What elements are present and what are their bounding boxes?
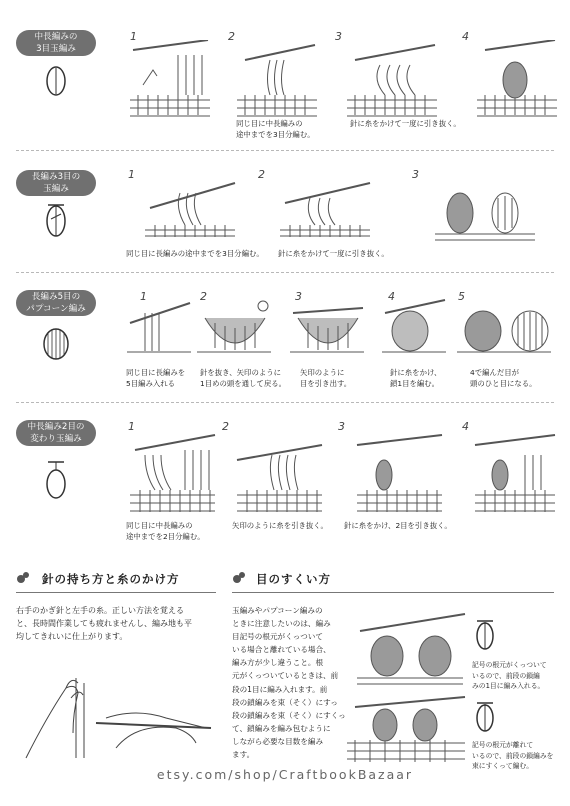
step-caption: 矢印のように糸を引き抜く。 [232,521,328,530]
step-number: 5 [458,290,465,303]
treble-bobble-symbol-icon [42,200,70,240]
step-number: 3 [338,420,345,433]
step-caption: 同じ目に中長編みの 途中までを3目分編む。 [236,119,315,139]
popcorn-symbol-icon [40,326,72,362]
step-illustration [125,298,195,360]
pickup-note: 記号の根元が離れて いるので、前段の鎖編みを 束にすくって編む。 [472,741,554,770]
pickup-section-text: 玉編みやパプコーン編みの ときに注意したいのは、編み 目記号の根元がくっついて いる場合と離れている場合、 編み方が少し違うこと。根 元がくっついているときは、前 段の1目に編み入れます。前 段の鎖編みを束（そく）にすっ 段の鎖編みを束（そく）にすくっ て、鎖編みを編み包むように しながら必要な目数を編み ます。 [232,606,346,760]
step-illustration [128,40,213,120]
section-label-text: 中長編み2目の 変わり玉編み [27,422,85,444]
hook-section-title: 針の持ち方と糸のかけ方 [42,572,180,586]
section-label-hdc-3-bobble [16,30,96,56]
step-illustration [275,178,375,238]
step-illustration [345,40,440,120]
step-illustration [140,178,240,238]
step-number: 2 [222,420,229,433]
section-divider [16,402,554,403]
step-number: 4 [462,420,469,433]
step-illustration [235,40,320,120]
step-illustration [475,40,560,120]
section-label-tr-3-bobble [16,170,96,196]
section-title-underline [232,592,554,593]
step-illustration [380,298,450,360]
variant-bobble-symbol-icon [42,458,70,502]
bobble-joined-symbol-icon [474,618,496,652]
step-number: 1 [130,30,137,43]
step-illustration [195,298,275,360]
step-illustration [288,298,368,360]
step-caption: 針に糸をかけて一度に引き抜く。 [350,119,461,128]
step-number: 1 [128,168,135,181]
step-illustration [352,430,447,515]
step-number: 4 [462,30,469,43]
hands-holding-hook-illustration [16,668,216,763]
step-illustration [125,430,220,515]
step-number: 1 [140,290,147,303]
pickup-note: 記号の根元がくっついて いるので、前段の鎖編 みの1目に編み入れる。 [472,661,547,690]
section-title-underline [16,592,216,593]
section-divider [16,150,554,151]
step-caption: 4で編んだ目が 頭のひと目になる。 [470,368,537,388]
step-number: 3 [335,30,342,43]
section-label-text: 中長編みの 3目玉編み [34,32,78,54]
step-caption: 針に糸をかけ、2目を引き抜く。 [344,521,452,530]
section-label-text: 長編み5目の パプコーン編み [26,292,86,314]
yarn-ball-icon [16,570,30,584]
step-caption: 針に糸をかけて一度に引き抜く。 [278,249,389,258]
stitch-into-space-illustration [345,695,467,765]
step-caption: 針を抜き、矢印のように 1目めの頭を通して戻る。 [200,368,287,388]
step-number: 2 [200,290,207,303]
step-illustration [232,430,327,515]
step-caption: 同じ目に長編みの途中までを3目分編む。 [126,249,264,258]
step-number: 2 [258,168,265,181]
step-number: 3 [295,290,302,303]
section-divider [16,272,554,273]
step-number: 4 [388,290,395,303]
bobble-separate-symbol-icon [474,700,496,734]
step-number: 1 [128,420,135,433]
section-label-text: 長編み3目の 玉編み [31,172,81,194]
step-caption: 同じ目に中長編みの 途中までを2目分編む。 [126,521,205,541]
section-label-hdc-2-variant [16,420,96,446]
step-illustration [430,178,540,243]
step-caption: 針に糸をかけ、 鎖1目を編む。 [390,368,442,388]
yarn-ball-icon [232,570,246,584]
step-caption: 同じ目に長編みを 5目編み入れる [126,368,186,388]
stitch-into-chain-illustration [355,606,467,688]
step-illustration [455,298,555,360]
step-caption: 矢印のように 目を引き出す。 [300,368,352,388]
step-number: 2 [228,30,235,43]
oval-bobble-symbol-icon [42,64,70,100]
pickup-section-title: 目のすくい方 [256,572,331,586]
shop-url-footer: etsy.com/shop/CraftbookBazaar [156,767,414,782]
step-number: 3 [412,168,419,181]
hook-section-text: 右手のかぎ針と左手の糸。正しい方法を覚える と、長時間作業しても疲れませんし、編み地も平 均してきれいに仕上がります。 [16,606,192,641]
section-label-popcorn [16,290,96,316]
step-illustration [470,430,560,515]
